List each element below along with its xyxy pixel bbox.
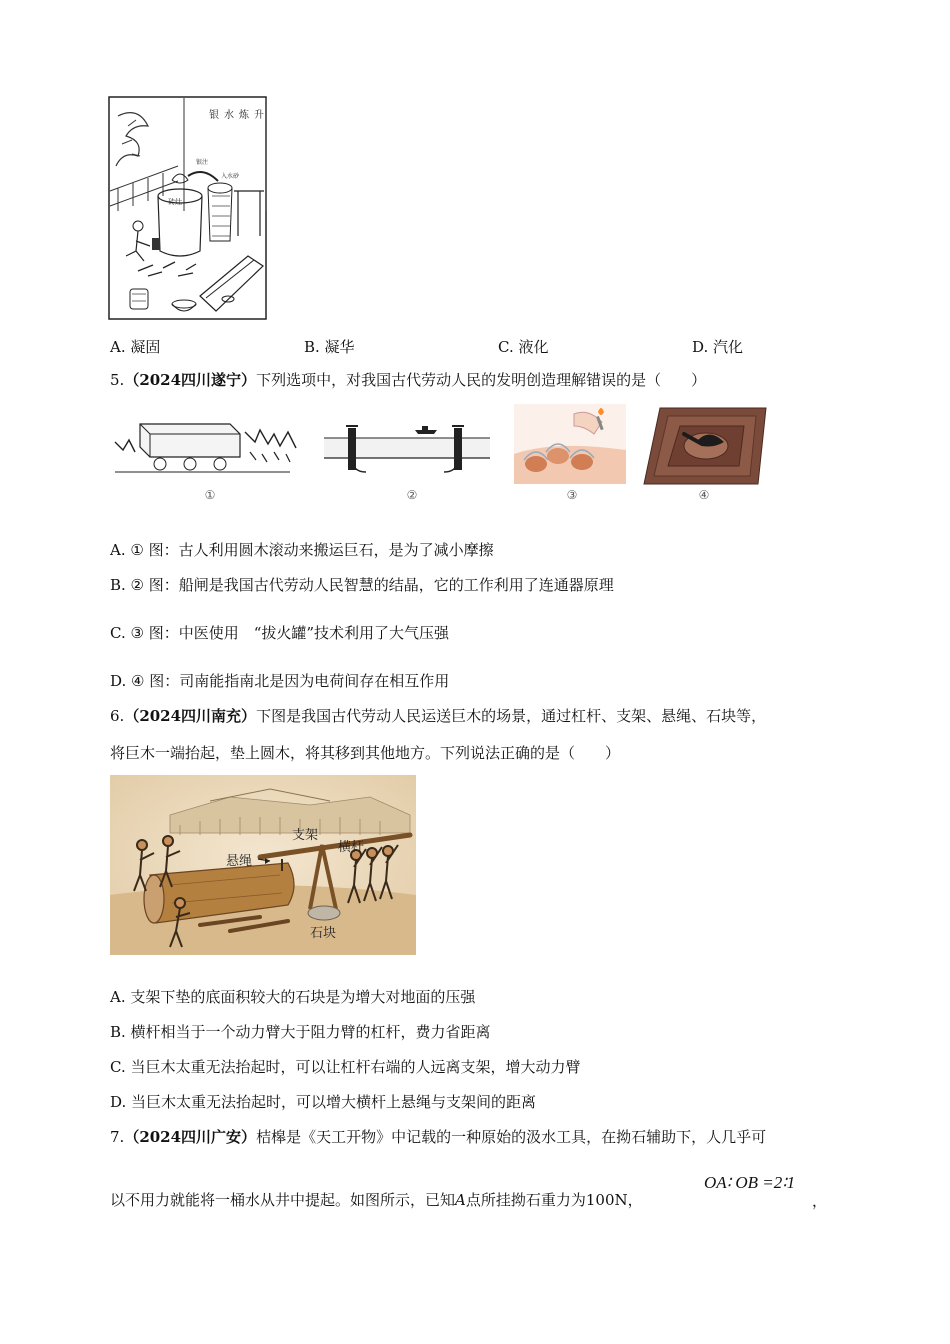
q5-option-b: B. ② 图：船闸是我国古代劳动人民智慧的结晶，它的工作利用了连通器原理 [110,576,614,594]
figure-caption-char-2: 炼 [239,110,249,121]
q7-text-part-a: 以不用力就能将一桶水从井中提起。如图所示，已知 [110,1191,456,1209]
q6-question-text: 下图是我国古代劳动人民运送巨木的场景，通过杠杆、支架、悬绳、石块等， [256,707,767,725]
q5-option-c: C. ③ 图：中医使用 “拔火罐”技术利用了大气压强 [110,624,450,642]
q6-option-b: B. 横杆相当于一个动力臂大于阻力臂的杠杆，费力省距离 [110,1023,491,1041]
figure-label-silver-spout: 银注 [196,159,209,166]
q6-label-stone: 石块 [310,926,337,941]
q5-figure-label-1: ① [204,488,216,502]
figure-label-stove: 砖灶 [168,198,182,206]
q7-stem-line1 [110,1127,766,1147]
q6-source: （2024四川南充） [124,707,257,725]
q4-option-c: C. 液化 [498,338,549,356]
q7-question-text: 桔槔是《天工开物》中记载的一种原始的汲水工具，在拗石辅助下，人几乎可 [256,1128,767,1146]
q7-ratio-formula: OA∶ OB =2∶1 [704,1173,796,1192]
q7-point-a: A [455,1191,466,1209]
q6-stem-line1 [110,706,766,726]
q6-option-c: C. 当巨木太重无法抬起时，可以让杠杆右端的人远离支架，增大动力臂 [110,1058,581,1076]
q6-label-rope: 悬绳 [226,854,253,869]
q5-figure-ship-lock [322,420,492,476]
q6-label-crossbar: 横杆 [338,840,365,855]
q4-option-b: B. 凝华 [304,338,355,356]
figure-caption-char-1: 升 [254,110,264,121]
q4-option-a: A. 凝固 [110,338,161,356]
q7-trailing-comma: ， [812,1192,828,1210]
q5-figure-cupping [514,404,626,484]
q4-option-d: D. 汽化 [692,338,744,356]
q7-stem-line2 [110,1190,643,1210]
q6-stem-line2: 将巨木一端抬起，垫上圆木，将其移到其他地方。下列说法正确的是（ ） [110,744,621,762]
q5-stem [110,370,706,390]
q7-source: （2024四川广安） [124,1128,257,1146]
q5-number: 5. [110,371,125,389]
q5-figure-label-3: ③ [566,488,578,502]
q7-text-part-b: 点所挂拗石重力为100N， [465,1191,643,1209]
q5-figure-label-2: ② [406,488,418,502]
q5-option-a: A. ① 图：古人利用圆木滚动来搬运巨石，是为了减小摩擦 [110,541,494,559]
q5-source: （2024四川遂宁） [124,371,257,389]
q5-option-d: D. ④ 图：司南能指南北是因为电荷间存在相互作用 [110,672,450,690]
q7-number: 7. [110,1128,125,1146]
q5-question-text: 下列选项中，对我国古代劳动人民的发明创造理解错误的是（ ） [256,371,707,389]
q6-option-a: A. 支架下垫的底面积较大的石块是为增大对地面的压强 [110,988,476,1006]
mercury-refining-illustration [108,96,268,320]
q5-figure-sinan [640,404,770,486]
figure-caption-char-4: 银 [209,110,219,121]
q6-number: 6. [110,707,125,725]
figure-caption-char-3: 水 [224,110,234,121]
q6-label-support: 支架 [292,828,319,843]
q6-figure-log-transport [110,775,416,955]
figure-label-water-sand: 入水砂 [221,173,240,180]
q5-figure-label-4: ④ [698,488,710,502]
q5-figure-rollers [110,412,300,482]
q6-option-d: D. 当巨木太重无法抬起时，可以增大横杆上悬绳与支架间的距离 [110,1093,537,1111]
